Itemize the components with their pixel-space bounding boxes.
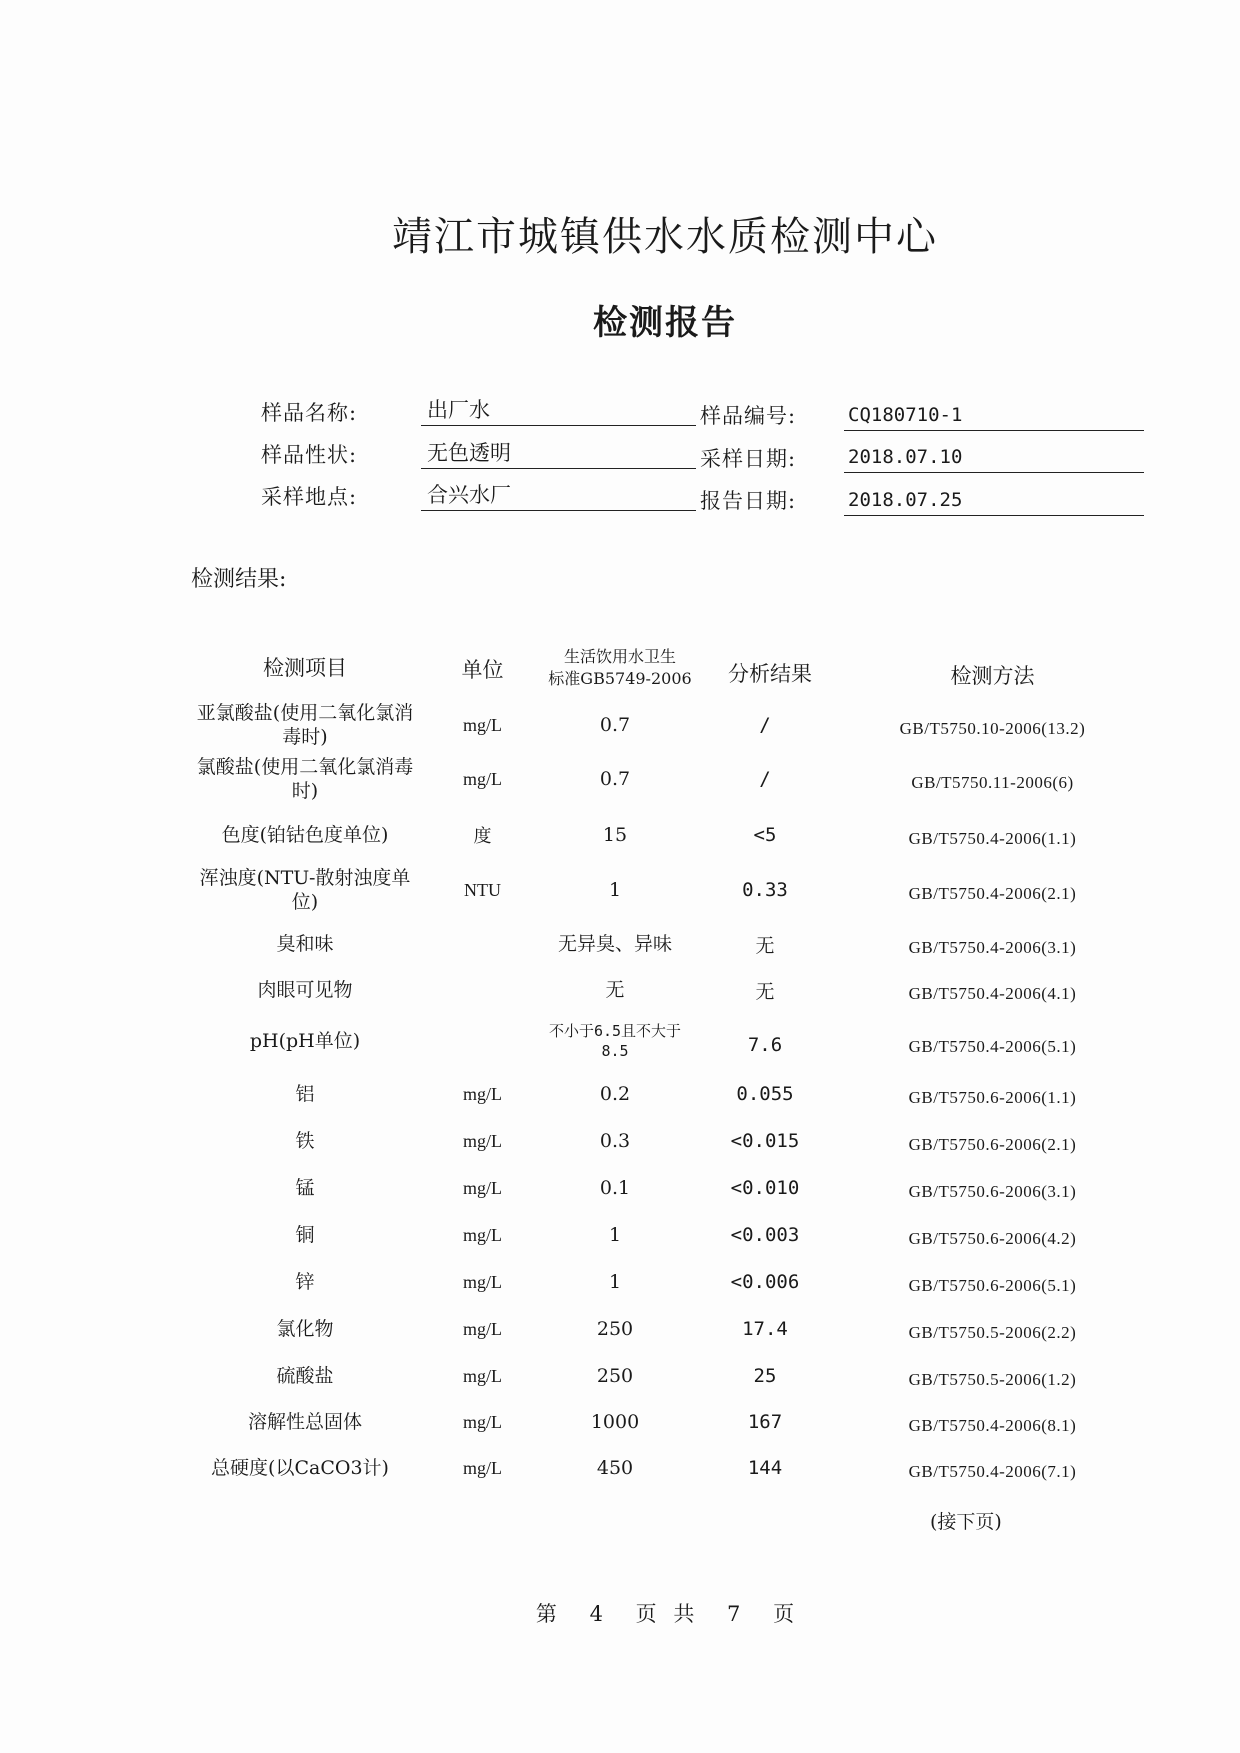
cell-unit: mg/L [463,1224,502,1245]
cell-result: 无 [755,980,775,1003]
cell-result: 0.055 [736,1083,794,1105]
cell-method: GB/T5750.4-2006(3.1) [908,938,1077,957]
cell-method: GB/T5750.4-2006(5.1) [908,1037,1077,1056]
header-unit: 单位 [461,658,504,682]
cell-item: pH(pH单位) [249,1030,361,1052]
cell-result: / [759,714,771,736]
table-row [0,1260,1240,1304]
table-row [0,1446,1240,1490]
sample-date-value: 2018.07.10 [844,444,1144,473]
cell-result: <0.015 [730,1130,800,1152]
cell-method: GB/T5750.5-2006(1.2) [908,1370,1077,1389]
results-heading: 检测结果: [191,567,287,592]
header-standard-line1: 生活饮用水卫生 [563,647,676,666]
report-date-label: 报告日期: [700,489,797,513]
table-row [0,1213,1240,1257]
cell-method: GB/T5750.6-2006(1.1) [908,1088,1077,1107]
sample-date-label: 采样日期: [700,447,797,471]
cell-standard: 1 [608,1271,622,1293]
cell-method: GB/T5750.6-2006(5.1) [908,1276,1077,1295]
cell-method: GB/T5750.4-2006(8.1) [908,1416,1077,1435]
sample-id-value: CQ180710-1 [844,402,1144,431]
cell-unit: 度 [473,826,492,846]
page-prefix: 第 [535,1602,557,1626]
cell-standard: 1 [608,879,622,901]
page-current: 4 [589,1602,603,1626]
sample-id-label: 样品编号: [700,404,797,428]
table-row [0,1400,1240,1444]
cell-unit: mg/L [463,1130,502,1151]
cell-result: 无 [755,934,775,957]
header-item: 检测项目 [263,656,347,680]
cell-item: 氯酸盐(使用二氧化氯消毒时) [196,756,414,802]
cell-result: 7.6 [747,1034,783,1056]
cell-unit: mg/L [463,1083,502,1104]
table-row [0,810,1240,860]
cell-item: 铝 [295,1083,315,1105]
cell-standard: 0.1 [599,1177,631,1199]
cell-item: 臭和味 [276,933,334,955]
sample-state-label: 样品性状: [261,443,358,467]
cell-method: GB/T5750.6-2006(3.1) [908,1182,1077,1201]
cell-unit [430,968,535,1012]
cell-standard: 1 [608,1224,622,1246]
table-row [0,1166,1240,1210]
cell-result: <0.006 [730,1271,800,1293]
table-row [0,1307,1240,1351]
cell-item: 锰 [295,1177,315,1199]
cell-unit [430,1016,535,1066]
sample-name-label: 样品名称: [261,401,358,425]
page-suffix: 页 [773,1602,795,1626]
report-date-value: 2018.07.25 [844,487,1144,516]
sample-location-value: 合兴水厂 [421,482,696,511]
cell-method: GB/T5750.10-2006(13.2) [899,719,1086,738]
cell-item: 亚氯酸盐(使用二氧化氯消毒时) [196,702,414,748]
cell-unit: mg/L [463,1318,502,1339]
cell-method: GB/T5750.4-2006(4.1) [908,984,1077,1003]
cell-method: GB/T5750.6-2006(4.2) [908,1229,1077,1248]
cell-standard: 无 [605,979,625,1001]
cell-item: 溶解性总固体 [247,1411,362,1433]
sample-state-value: 无色透明 [421,440,696,469]
cell-item: 肉眼可见物 [257,979,353,1001]
cell-standard: 450 [596,1457,634,1479]
cell-unit: mg/L [463,714,502,735]
cell-result: 167 [747,1411,783,1433]
header-method: 检测方法 [950,664,1035,688]
cell-standard: 1000 [590,1411,640,1433]
cell-standard: 0.2 [599,1083,631,1105]
cell-unit: mg/L [463,1177,502,1198]
cell-item: 浑浊度(NTU-散射浊度单位) [199,867,411,913]
cell-item: 铜 [295,1224,315,1246]
table-row [0,700,1240,750]
header-standard-line2: 标准GB5749-2006 [548,669,692,688]
page-number [0,1598,1240,1628]
table-row [0,968,1240,1012]
cell-result: <0.003 [730,1224,800,1246]
cell-item: 铁 [295,1130,315,1152]
cell-unit [430,922,535,966]
cell-standard: 无异臭、异味 [557,933,672,955]
cell-item: 氯化物 [276,1318,334,1340]
table-row [0,922,1240,966]
table-row [0,1119,1240,1163]
cell-unit: mg/L [463,768,502,789]
page-middle: 页 共 [635,1602,695,1626]
organization-name: 靖江市城镇供水水质检测中心 [392,214,938,260]
cell-standard: 0.3 [599,1130,631,1152]
cell-item: 锌 [295,1271,315,1293]
header-standard [530,646,710,690]
cell-standard: 0.7 [599,768,631,790]
cell-unit: mg/L [463,1271,502,1292]
cell-unit: mg/L [463,1365,502,1386]
cell-method: GB/T5750.11-2006(6) [911,773,1074,792]
sample-name-value: 出厂水 [421,397,696,426]
cell-standard: 250 [596,1365,634,1387]
table-row [0,1354,1240,1398]
table-row [0,1016,1240,1066]
cell-result: 0.33 [742,879,788,901]
cell-standard: 250 [596,1318,634,1340]
cell-result: / [759,768,771,790]
report-title: 检测报告 [593,303,737,343]
cell-unit: NTU [464,879,501,900]
cell-result: 25 [753,1365,777,1387]
table-row [0,865,1240,915]
page-total: 7 [727,1602,741,1626]
cell-result: 144 [747,1457,783,1479]
cell-result: 17.4 [742,1318,788,1340]
header-result: 分析结果 [728,662,812,686]
cell-item: 总硬度(以CaCO3计) [211,1457,389,1479]
cell-unit: mg/L [463,1457,502,1478]
table-row [0,1072,1240,1116]
cell-method: GB/T5750.4-2006(2.1) [908,884,1077,903]
cell-result: <0.010 [730,1177,800,1199]
cell-unit: mg/L [463,1411,502,1432]
cell-item: 硫酸盐 [276,1365,334,1387]
continue-note: (接下页) [930,1511,1002,1533]
cell-method: GB/T5750.4-2006(1.1) [908,829,1077,848]
sample-location-label: 采样地点: [261,485,358,509]
cell-item: 色度(铂钴色度单位) [221,824,389,846]
cell-method: GB/T5750.4-2006(7.1) [908,1462,1077,1481]
cell-method: GB/T5750.5-2006(2.2) [908,1323,1077,1342]
cell-standard: 不小于6.5且不大于8.5 [548,1022,682,1060]
cell-method: GB/T5750.6-2006(2.1) [908,1135,1077,1154]
cell-standard: 15 [602,824,628,846]
cell-result: <5 [753,824,777,846]
table-row [0,754,1240,804]
cell-standard: 0.7 [599,714,631,736]
